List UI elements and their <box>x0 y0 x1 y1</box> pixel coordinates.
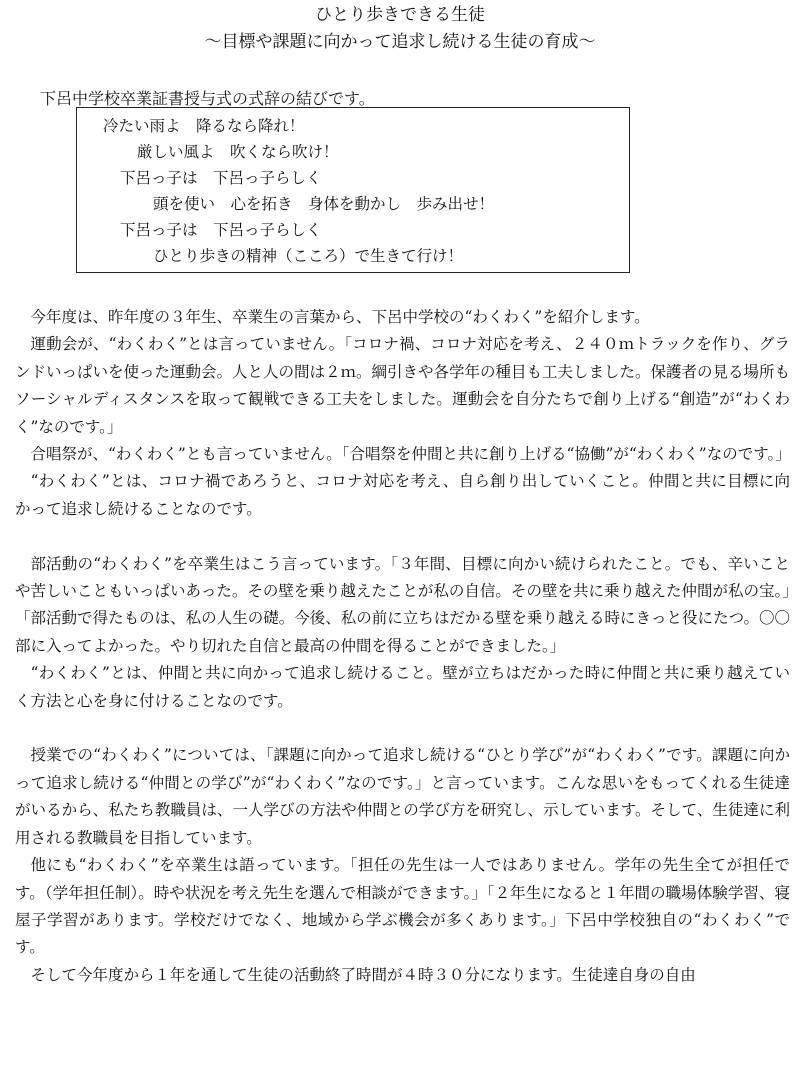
poem-line: 下呂っ子は 下呂っ子らしく <box>120 221 322 239</box>
paragraph: 今年度は、昨年度の３年生、卒業生の言葉から、下呂中学校の“わくわく”を紹介します。 <box>30 308 650 326</box>
paragraph: そして今年度から１年を通して生徒の活動終了時間が４時３０分になります。生徒達自身の自由 <box>30 965 696 984</box>
poem-line: ひとり歩きの精神（こころ）で生きて行け！ <box>153 247 464 265</box>
document-subtitle: ～目標や課題に向かって追求し続ける生徒の育成～ <box>204 32 596 52</box>
paragraph: “わくわく”とは、コロナ禍であろうと、コロナ対応を考え、自ら創り出していくこと。仲間と共に目標に向かって追求し続けることなのです。 <box>15 472 790 518</box>
body-text <box>15 304 790 989</box>
paragraph: 授業での“わくわく”については、「課題に向かって追求し続ける“ひとり学び”が“わくわく”です。課題に向かって追求し続ける“仲間との学び”が“わくわく”なのです。」と言っています。こんな思いをもってくれる生徒達がいるから、私たち教職員は、一人学びの方法や仲間との学び方を研究し、示しています。そして、生徒達に利用される教職員を目指しています。 <box>15 746 790 847</box>
poem-box <box>76 107 630 273</box>
paragraph: 部活動の“わくわく”を卒業生はこう言っています。「３年間、目標に向かい続けられたこと。でも、辛いことや苦しいこともいっぱいあった。その壁を乗り越えたことが私の自信。その壁を共に乗り越えた仲間が私の宝。」「部活動で得たものは、私の人生の礎。今後、私の前に立ちはだかる壁を乗り越える時にきっと役にたつ。〇〇部に入ってよかった。やり切れた自信と最高の仲間を得ることができました。」 <box>15 554 790 655</box>
paragraph: “わくわく”とは、仲間と共に向かって追求し続けること。壁が立ちはだかった時に仲間と共に乗り越えていく方法と心を身に付けることなのです。 <box>15 664 790 710</box>
poem-line: 頭を使い 心を拓き 身体を動かし 歩み出せ！ <box>153 195 495 213</box>
poem-line: 下呂っ子は 下呂っ子らしく <box>120 169 322 187</box>
poem-line: 冷たい雨よ 降るなら降れ！ <box>103 117 305 135</box>
paragraph-gap <box>15 523 790 550</box>
paragraph: 運動会が、“わくわく”とは言っていません。「コロナ禍、コロナ対応を考え、２４０ｍトラックを作り、グランドいっぱいを使った運動会。人と人の間は２ｍ。綱引きや各学年の種目も工夫しました。保護者の見る場所もソーシャルディスタンスを取って観戦できる工夫をしました。運動会を自分たちで創り上げる“創造”が“わくわく”なのです。」 <box>15 335 791 436</box>
intro-text: 下呂中学校卒業証書授与式の式辞の結びです。 <box>40 89 375 108</box>
document-title: ひとり歩きできる生徒 <box>315 5 485 25</box>
paragraph-gap <box>15 715 790 742</box>
paragraph: 合唱祭が、“わくわく”とも言っていません。「合唱祭を仲間と共に創り上げる“協働”が“わくわく”なのです。」 <box>30 445 791 464</box>
paragraph: 他にも“わくわく”を卒業生は語っています。「担任の先生は一人ではありません。学年の先生全てが担任です。（学年担任制）。時や状況を考え先生を選んで相談ができます。」「２年生になると１年間の職場体験学習、寝屋子学習があります。学校だけでなく、地域から学ぶ機会が多くあります。」下呂中学校独自の“わくわく”です。 <box>15 856 790 957</box>
poem-line: 厳しい風よ 吹くなら吹け！ <box>137 143 339 161</box>
